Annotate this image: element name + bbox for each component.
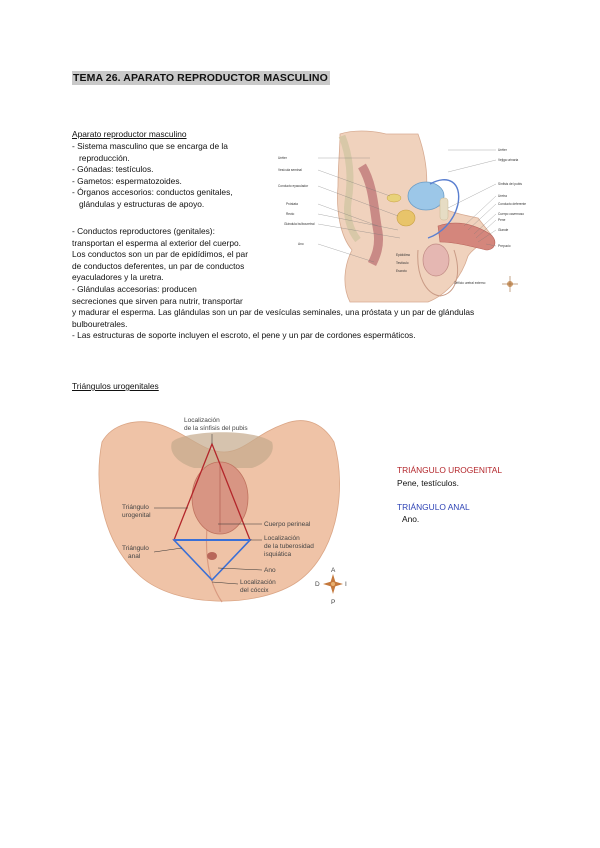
label-anus: Ano [264,567,276,574]
intro-line: - Gónadas: testículos. [72,164,154,175]
section-heading-aparato: Aparato reproductor masculino [72,129,187,139]
legend-anal-title: TRIÁNGULO ANAL [397,502,470,512]
anatomy-label: Ano [298,242,304,246]
pubic-symphysis [440,198,448,220]
paragraph-line: secreciones que sirven para nutrir, transportar [72,295,243,306]
prostate [397,210,415,226]
label-pubis: Localización [184,417,220,424]
legend-urogenital-desc: Pene, testículos. [397,478,459,488]
svg-text:D: D [315,581,320,588]
label-tuberosity: isquiática [264,551,292,558]
anatomy-label: Glande [498,228,509,232]
label-urogenital: urogenital [122,512,151,519]
anus-shape [207,552,217,560]
legend-urogenital-title: TRIÁNGULO UROGENITAL [397,465,503,475]
intro-list [72,141,233,211]
paragraph-line: transportan el esperma al exterior del cuerpo. [72,237,241,248]
paragraph-line: Los conductos son un par de epidídimos, el par [72,249,248,260]
label-tuberosity: de la tuberosidad [264,543,314,550]
anatomy-label: Sínfisis del pubis [498,182,522,186]
sagittal-anatomy-figure [278,126,530,306]
orientation-compass-icon [315,567,347,606]
svg-text:A: A [331,567,336,574]
label-anal: anal [128,553,141,560]
testis [423,244,449,276]
anatomy-label: Vejiga urinaria [498,158,519,162]
intro-line: - Gametos: espermatozoides. [72,175,182,186]
anatomy-label: Orificio uretral externo [454,281,486,285]
anatomy-label: Prepucio [498,244,511,248]
anatomy-label: Escroto [396,269,407,273]
paragraph-line: - Las estructuras de soporte incluyen el escroto, el pene y un par de cordones espermáticos. [72,330,416,341]
paragraph-line: - Glándulas accesorias: producen [72,283,197,294]
svg-text:P: P [331,599,336,606]
intro-line: reproducción. [79,152,130,163]
anatomy-label: Uréter [498,148,507,152]
intro-line: - Órganos accesorios: conductos genitales, [72,187,233,198]
anatomy-label: Testículo [396,261,409,265]
bladder [408,182,444,210]
anatomy-label: Cuerpo cavernoso [498,212,525,216]
section-heading-triangulos: Triángulos urogenitales [72,381,159,391]
legend-anal-desc: Ano. [402,514,420,524]
paragraph-line: - Conductos reproductores (genitales): [72,226,215,236]
compass-icon [502,276,518,292]
label-urogenital: Triángulo [122,504,149,511]
paragraph-line: eyaculadores y la uretra. [72,272,164,283]
anatomy-label: Uretra [498,194,507,198]
anatomy-label: Conducto deferente [498,202,526,206]
anatomy-label: Conducto eyaculador [278,184,309,188]
page-title: TEMA 26. APARATO REPRODUCTOR MASCULINO [73,72,328,84]
intro-line: glándulas y estructuras de apoyo. [79,198,205,209]
intro-line: - Sistema masculino que se encarga de la [72,141,228,151]
svg-text:I: I [345,581,347,588]
paragraph-line: y madurar el esperma. Las glándulas son un par de vesículas seminales, una próstata y un par de glándulas [72,307,475,318]
label-coccyx: Localización [240,579,276,586]
label-coccyx: del cóccix [240,587,269,594]
paragraph-line: bulbouretrales. [72,318,128,329]
label-perineal: Cuerpo perineal [264,521,311,528]
label-anal: Triángulo [122,545,149,552]
urogenital-triangles-figure [84,412,364,610]
anatomy-label: Recto [286,212,295,216]
anatomy-label: Uréter [278,156,287,160]
label-tuberosity: Localización [264,535,300,542]
anatomy-label: Próstata [286,202,298,206]
anatomy-label: Glándula bulbouretral [284,222,315,226]
anatomy-label: Pene [498,218,506,222]
seminal-vesicle [387,194,401,202]
paragraph-line: de conductos deferentes, un par de conductos [72,260,245,271]
anatomy-label: Epidídimo [396,253,411,257]
anatomy-label: Vesícula seminal [278,168,302,172]
label-pubis: de la sínfisis del pubis [184,425,248,432]
